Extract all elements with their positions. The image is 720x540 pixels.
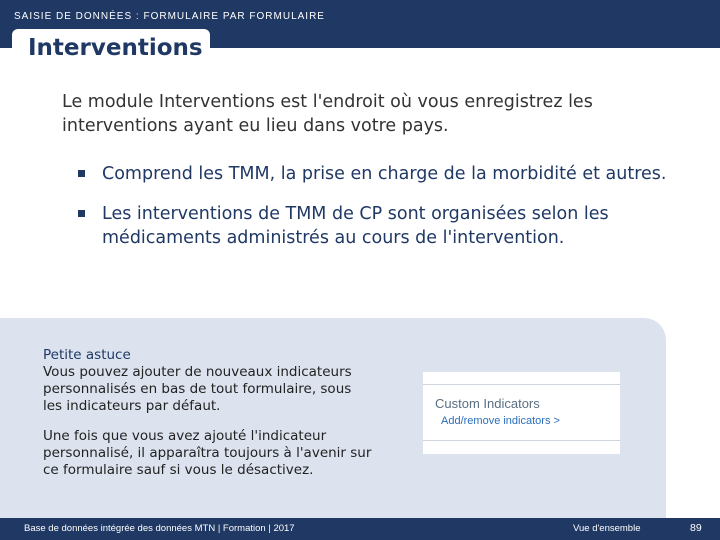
tip-text <box>43 347 373 479</box>
bullet-item <box>78 202 688 250</box>
page-title: Interventions <box>28 35 203 61</box>
divider <box>423 384 620 385</box>
footer-bar <box>0 518 720 540</box>
bullet-text: Comprend les TMM, la prise en charge de la morbidité et autres. <box>102 164 667 184</box>
footer-text: Base de données intégrée des données MTN | Formation | 2017 <box>24 523 295 534</box>
tip-paragraph-2: Une fois que vous avez ajouté l'indicateur personnalisé, il apparaîtra toujours à l'avenir sur ce formulaire sauf si vous le désactivez. <box>43 428 372 478</box>
bullet-text: Les interventions de TMM de CP sont organisées selon les médicaments administrés au cours de l'intervention. <box>102 204 609 248</box>
tip-title: Petite astuce <box>43 347 131 363</box>
custom-indicators-title: Custom Indicators <box>435 396 540 411</box>
section-label: SAISIE DE DONNÉES : FORMULAIRE PAR FORMULAIRE <box>14 11 325 22</box>
bullet-list <box>78 162 688 266</box>
custom-indicators-screenshot <box>423 372 620 454</box>
divider <box>423 440 620 441</box>
page-number: 89 <box>690 522 702 534</box>
add-remove-indicators-link[interactable]: Add/remove indicators > <box>441 415 560 427</box>
square-bullet-icon <box>78 210 85 217</box>
square-bullet-icon <box>78 170 85 177</box>
overview-link[interactable]: Vue d'ensemble <box>573 523 641 534</box>
intro-text: Le module Interventions est l'endroit où vous enregistrez les interventions ayant eu lieu dans votre pays. <box>62 92 593 136</box>
bullet-item <box>78 162 688 186</box>
tip-paragraph-1: Vous pouvez ajouter de nouveaux indicateurs personnalisés en bas de tout formulaire, sous les indicateurs par défaut. <box>43 364 352 414</box>
